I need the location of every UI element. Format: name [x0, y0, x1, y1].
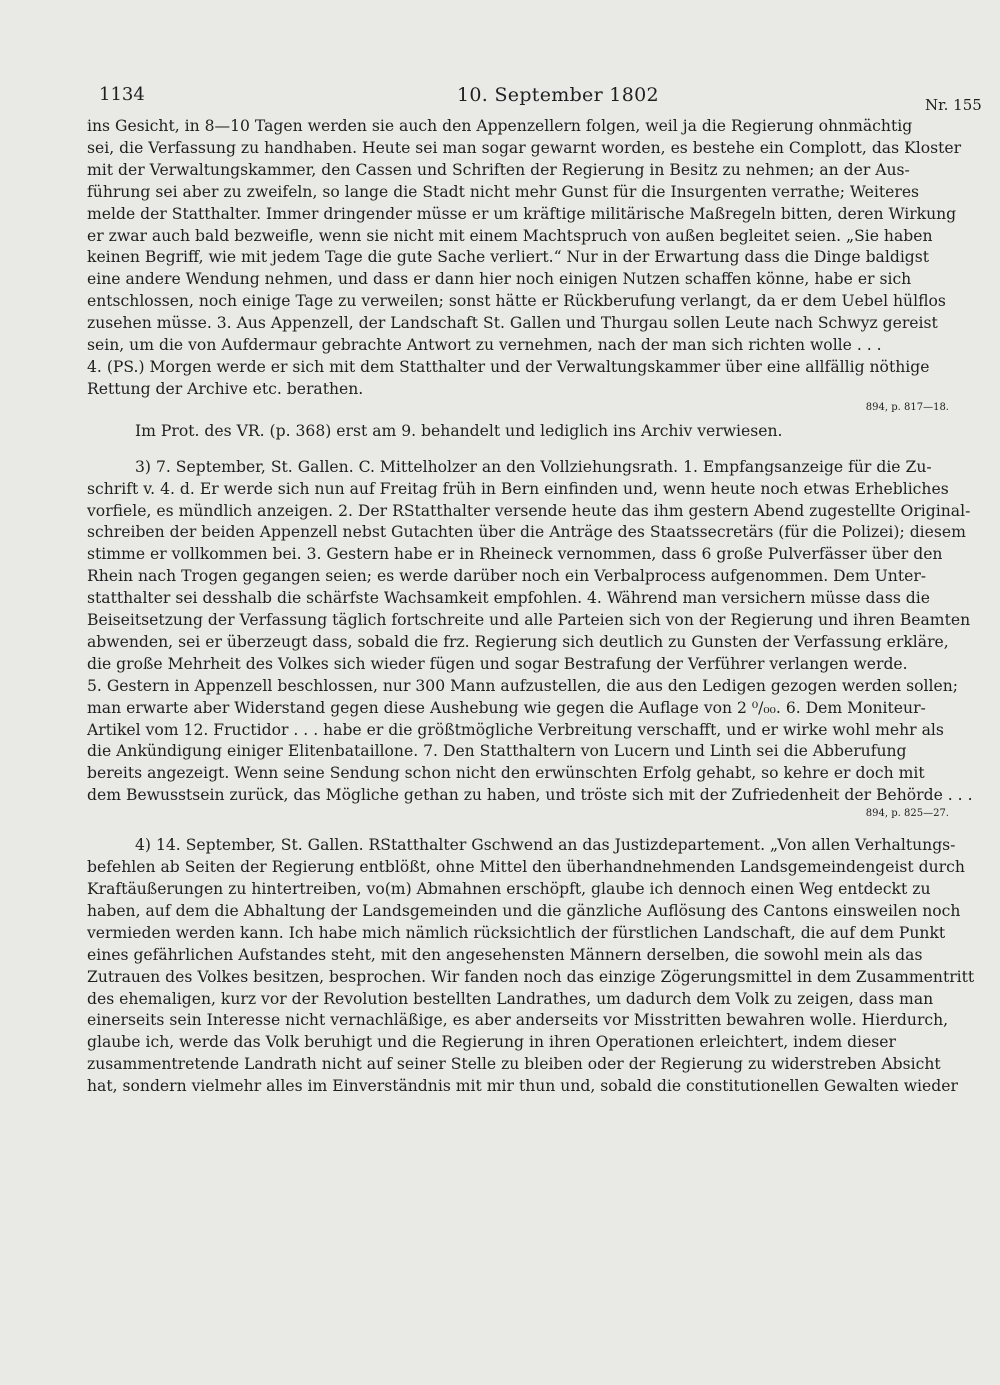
text-line: stimme er vollkommen bei. 3. Gestern habe er in Rheineck vernommen, dass 6 große Pulverfässer über den [87, 545, 943, 564]
text-line: statthalter sei desshalb die schärfste Wachsamkeit empfohlen. 4. Während man versichern müsse dass die [87, 589, 930, 608]
text-line: haben, auf dem die Abhaltung der Landsgemeinden und die gänzliche Auflösung des Cantons einsweilen noch [87, 901, 961, 920]
text-line: er zwar auch bald bezweifle, wenn sie nicht mit einem Machtspruch von außen begleitet seien. „Sie haben [87, 226, 933, 245]
text-line: die große Mehrheit des Volkes sich wieder fügen und sogar Bestrafung der Verführer verlangen werde. [87, 654, 908, 673]
text-line: schreiben der beiden Appenzell nebst Gutachten über die Anträge des Staatssecretärs (für die Polizei); diesem [87, 523, 966, 542]
text-line: entschlossen, noch einige Tage zu verweilen; sonst hätte er Rückberufung verlangt, da er dem Uebel hülflos [87, 292, 946, 311]
paragraph-continuation [87, 116, 999, 443]
text-line: des ehemaligen, kurz vor der Revolution bestellten Landrathes, um dadurch dem Volk zu zeigen, dass man [87, 989, 934, 1008]
text-line: vorfiele, es mündlich anzeigen. 2. Der RStatthalter versende heute das ihm gestern Abend zugestellte Original- [87, 501, 971, 520]
text-line: melde der Statthalter. Immer dringender müsse er um kräftige militärische Maßregeln bitten, deren Wirkung [87, 204, 957, 223]
text-line: 4) 14. September, St. Gallen. RStatthalter Gschwend an das Justizdepartement. „Von allen Verhaltungs- [135, 836, 956, 855]
paragraph-item-4 [87, 835, 999, 1098]
text-line: ins Gesicht, in 8—10 Tagen werden sie auch den Appenzellern folgen, weil ja die Regierung ohnmächtig [87, 117, 913, 135]
text-line: Artikel vom 12. Fructidor . . . habe er die größtmögliche Verbreitung verschafft, und er wirke wohl mehr als [87, 720, 944, 739]
text-line: Beiseitsetzung der Verfassung täglich fortschreite und alle Parteien sich von der Regierung und ihren Beamten [87, 611, 971, 630]
body-text [87, 116, 999, 1098]
text-line: mit der Verwaltungskammer, den Cassen und Schriften der Regierung in Besitz zu nehmen; an der Aus- [87, 160, 910, 179]
text-line: Rettung der Archive etc. berathen. [87, 379, 364, 398]
text-line: glaube ich, werde das Volk beruhigt und die Regierung in ihren Operationen erleichtert, indem dieser [87, 1033, 896, 1052]
text-line: keinen Begriff, wie mit jedem Tage die gute Sache verliert.“ Nur in der Erwartung dass die Dinge baldigst [87, 248, 930, 267]
text-line: Kraftäußerungen zu hintertreiben, vo(m) Abmahnen erschöpft, glaube ich dennoch einen Weg entdeckt zu [87, 880, 931, 898]
text-line: befehlen ab Seiten der Regierung entblößt, ohne Mittel den überhandnehmenden Landsgemeindengeist durch [87, 858, 965, 877]
text-line: die Ankündigung einiger Elitenbataillone. 7. Den Statthaltern von Lucern und Linth sei die Abberufung [87, 742, 907, 761]
text-line: einerseits sein Interesse nicht vernachläßige, es aber anderseits vor Misstritten bewahren wolle. Hierdurch, [87, 1011, 949, 1030]
text-line: schrift v. 4. d. Er werde sich nun auf Freitag früh in Bern einfinden und, wenn heute noch etwas Erhebliches [87, 479, 949, 498]
page-header [0, 84, 1000, 114]
protocol-note: Im Prot. des VR. (p. 368) erst am 9. behandelt und lediglich ins Archiv verwiesen. [135, 421, 783, 440]
text-line: 4. (PS.) Morgen werde er sich mit dem Statthalter und der Verwaltungskammer über eine allfällig nöthige [87, 357, 930, 376]
text-line: zusammentretende Landrath nicht auf seiner Stelle zu bleiben oder der Regierung zu widerstreben Absicht [87, 1055, 941, 1074]
page-number: 1134 [99, 84, 145, 105]
archive-source-reference: 894, p. 825—27. [865, 808, 949, 820]
text-line: bereits angezeigt. Wenn seine Sendung schon nicht den erwünschten Erfolg gehabt, so kehre er doch mit [87, 764, 925, 783]
archive-source-reference: 894, p. 817—18. [865, 401, 949, 413]
text-line: Rhein nach Trogen gegangen seien; es werde darüber noch ein Verbalprocess aufgenommen. Dem Unter- [87, 567, 927, 586]
document-number: Nr. 155 [925, 96, 982, 114]
text-line: 3) 7. September, St. Gallen. C. Mittelholzer an den Vollziehungsrath. 1. Empfangsanzeige für die Zu- [135, 457, 932, 476]
text-line: 5. Gestern in Appenzell beschlossen, nur 300 Mann aufzustellen, die aus den Ledigen gezogen werden sollen; [87, 676, 959, 695]
text-line: Zutrauen des Volkes besitzen, besprochen. Wir fanden noch das einzige Zögerungsmittel in dem Zusammentritt [87, 967, 975, 986]
running-title-date: 10. September 1802 [457, 84, 659, 106]
text-line: man erwarte aber Widerstand gegen diese Aushebung wie gegen die Auflage von 2 ⁰/₀₀. 6. Dem Moniteur- [87, 698, 926, 717]
text-line: eines gefährlichen Aufstandes steht, mit den angesehensten Männern derselben, die sowohl mein als das [87, 945, 923, 964]
text-line: abwenden, sei er überzeugt dass, sobald die frz. Regierung sich deutlich zu Gunsten der Verfassung erkläre, [87, 632, 949, 651]
text-line: sein, um die von Aufdermaur gebrachte Antwort zu vernehmen, nach der man sich richten wolle . . . [87, 336, 882, 355]
paragraph-item-3 [87, 457, 999, 822]
text-line: vermieden werden kann. Ich habe mich nämlich rücksichtlich der fürstlichen Landschaft, die auf dem Punkt [87, 923, 946, 942]
text-line: hat, sondern vielmehr alles im Einverständnis mit mir thun und, sobald die constitutionellen Gewalten wieder [87, 1077, 958, 1096]
text-line: führung sei aber zu zweifeln, so lange die Stadt nicht mehr Gunst für die Insurgenten verrathe; Weiteres [87, 182, 920, 201]
text-line: zusehen müsse. 3. Aus Appenzell, der Landschaft St. Gallen und Thurgau sollen Leute nach Schwyz gereist [87, 314, 938, 333]
text-line: eine andere Wendung nehmen, und dass er dann hier noch einigen Nutzen schaffen könne, habe er sich [87, 270, 912, 289]
text-line: dem Bewusstsein zurück, das Mögliche gethan zu haben, und tröste sich mit der Zufriedenheit der Behörde . . . [87, 786, 973, 805]
text-line: sei, die Verfassung zu handhaben. Heute sei man sogar gewarnt worden, es bestehe ein Complott, das Kloster [87, 138, 962, 157]
